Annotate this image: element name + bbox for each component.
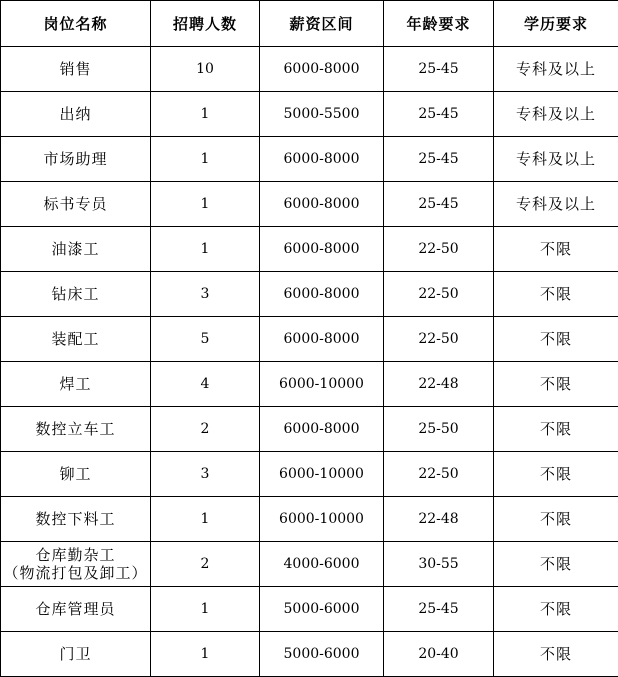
cell-position <box>1 542 151 587</box>
position-name: 仓库管理员 <box>1 600 150 618</box>
header-salary: 薪资区间 <box>260 1 384 47</box>
cell-salary: 6000-8000 <box>260 182 384 227</box>
cell-age: 25-45 <box>384 587 494 632</box>
cell-age: 25-50 <box>384 407 494 452</box>
position-note: （物流打包及卸工） <box>1 564 150 582</box>
header-education: 学历要求 <box>494 1 618 47</box>
cell-salary: 6000-8000 <box>260 317 384 362</box>
table-body <box>1 47 618 677</box>
cell-education: 不限 <box>494 317 618 362</box>
cell-position <box>1 227 151 272</box>
cell-age: 22-48 <box>384 362 494 407</box>
cell-count: 3 <box>151 272 260 317</box>
cell-count: 4 <box>151 362 260 407</box>
cell-position <box>1 497 151 542</box>
table-row <box>1 182 618 227</box>
cell-age: 25-45 <box>384 182 494 227</box>
position-name: 数控立车工 <box>1 420 150 438</box>
cell-education: 不限 <box>494 227 618 272</box>
cell-salary: 6000-8000 <box>260 407 384 452</box>
cell-education: 专科及以上 <box>494 92 618 137</box>
cell-age: 30-55 <box>384 542 494 587</box>
cell-education: 不限 <box>494 632 618 677</box>
table-row <box>1 227 618 272</box>
cell-age: 22-50 <box>384 272 494 317</box>
cell-position <box>1 317 151 362</box>
cell-age: 22-50 <box>384 452 494 497</box>
table-row <box>1 47 618 92</box>
cell-count: 1 <box>151 497 260 542</box>
cell-position <box>1 632 151 677</box>
cell-position <box>1 92 151 137</box>
cell-count: 1 <box>151 227 260 272</box>
position-name: 装配工 <box>1 330 150 348</box>
cell-education: 不限 <box>494 542 618 587</box>
cell-count: 2 <box>151 407 260 452</box>
cell-education: 不限 <box>494 587 618 632</box>
table-row <box>1 542 618 587</box>
cell-position <box>1 587 151 632</box>
cell-salary: 6000-10000 <box>260 362 384 407</box>
cell-age: 25-45 <box>384 47 494 92</box>
header-count: 招聘人数 <box>151 1 260 47</box>
header-row <box>1 1 618 47</box>
cell-count: 1 <box>151 587 260 632</box>
position-name: 门卫 <box>1 645 150 663</box>
cell-salary: 6000-10000 <box>260 497 384 542</box>
cell-age: 22-50 <box>384 317 494 362</box>
table-row <box>1 452 618 497</box>
position-name: 数控下料工 <box>1 510 150 528</box>
position-name: 销售 <box>1 60 150 78</box>
cell-position <box>1 407 151 452</box>
cell-salary: 6000-10000 <box>260 452 384 497</box>
table-row <box>1 137 618 182</box>
cell-count: 1 <box>151 92 260 137</box>
cell-count: 5 <box>151 317 260 362</box>
position-name: 焊工 <box>1 375 150 393</box>
cell-age: 20-40 <box>384 632 494 677</box>
cell-education: 专科及以上 <box>494 137 618 182</box>
cell-count: 1 <box>151 632 260 677</box>
cell-salary: 6000-8000 <box>260 47 384 92</box>
cell-salary: 5000-5500 <box>260 92 384 137</box>
cell-education: 不限 <box>494 272 618 317</box>
table-row <box>1 407 618 452</box>
cell-salary: 5000-6000 <box>260 587 384 632</box>
cell-position <box>1 182 151 227</box>
table-row <box>1 92 618 137</box>
table-row <box>1 497 618 542</box>
table-row <box>1 272 618 317</box>
cell-position <box>1 362 151 407</box>
cell-position <box>1 272 151 317</box>
cell-salary: 4000-6000 <box>260 542 384 587</box>
cell-salary: 6000-8000 <box>260 272 384 317</box>
cell-education: 不限 <box>494 452 618 497</box>
cell-salary: 6000-8000 <box>260 137 384 182</box>
cell-count: 3 <box>151 452 260 497</box>
cell-age: 22-50 <box>384 227 494 272</box>
position-name: 市场助理 <box>1 150 150 168</box>
position-name: 钻床工 <box>1 285 150 303</box>
cell-position <box>1 452 151 497</box>
cell-education: 不限 <box>494 497 618 542</box>
cell-position <box>1 47 151 92</box>
position-name: 仓库勤杂工 <box>1 546 150 564</box>
cell-count: 10 <box>151 47 260 92</box>
table-row <box>1 632 618 677</box>
cell-age: 25-45 <box>384 92 494 137</box>
cell-salary: 6000-8000 <box>260 227 384 272</box>
cell-education: 不限 <box>494 407 618 452</box>
cell-count: 1 <box>151 182 260 227</box>
position-name: 油漆工 <box>1 240 150 258</box>
position-name: 铆工 <box>1 465 150 483</box>
header-age: 年龄要求 <box>384 1 494 47</box>
table-row <box>1 317 618 362</box>
cell-age: 22-48 <box>384 497 494 542</box>
table-row <box>1 587 618 632</box>
header-position: 岗位名称 <box>1 1 151 47</box>
cell-education: 不限 <box>494 362 618 407</box>
cell-position <box>1 137 151 182</box>
cell-count: 2 <box>151 542 260 587</box>
cell-education: 专科及以上 <box>494 47 618 92</box>
cell-education: 专科及以上 <box>494 182 618 227</box>
cell-salary: 5000-6000 <box>260 632 384 677</box>
table-row <box>1 362 618 407</box>
cell-count: 1 <box>151 137 260 182</box>
position-name: 出纳 <box>1 105 150 123</box>
position-name: 标书专员 <box>1 195 150 213</box>
cell-age: 25-45 <box>384 137 494 182</box>
